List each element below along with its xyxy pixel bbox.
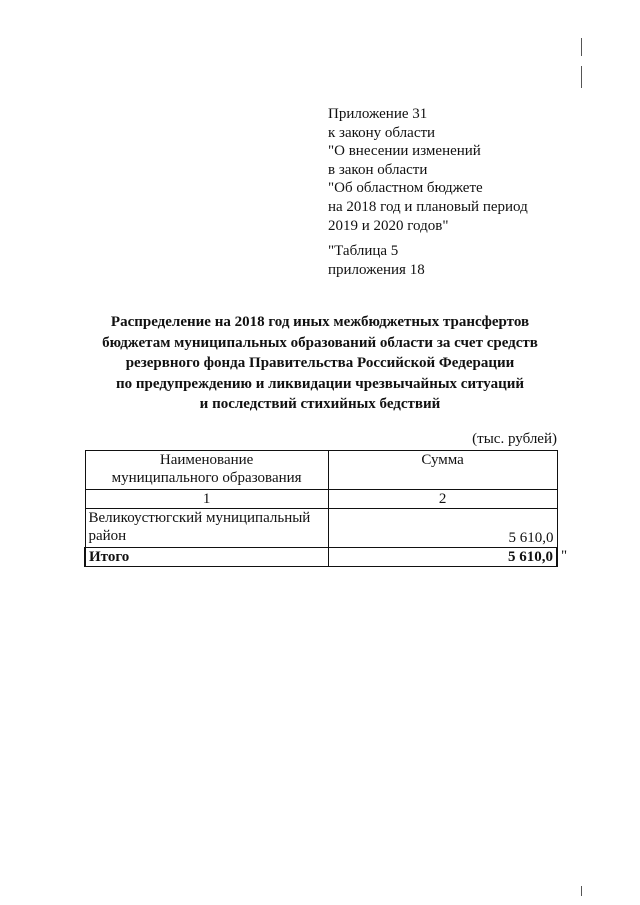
appendix-line: Приложение 31 bbox=[328, 106, 428, 122]
table-row bbox=[85, 509, 557, 548]
appendix-block bbox=[328, 105, 528, 279]
title-line: резервного фонда Правительства Российской Федерации bbox=[125, 355, 515, 372]
distribution-table bbox=[84, 450, 558, 567]
scan-margin-mark bbox=[581, 886, 582, 896]
column-number-row bbox=[85, 490, 557, 509]
column-number-cell: 1 bbox=[85, 490, 328, 509]
municipality-sum-cell: 5 610,0 bbox=[328, 509, 557, 548]
appendix-line: на 2018 год и плановый период bbox=[328, 198, 528, 215]
title-line: и последствий стихийных бедствий bbox=[199, 396, 441, 413]
total-sum-cell: 5 610,0 bbox=[328, 548, 557, 567]
table-header-row bbox=[85, 451, 557, 490]
column-number-cell: 2 bbox=[328, 490, 557, 509]
appendix-line: к закону области bbox=[328, 124, 436, 141]
header-name-cell bbox=[85, 451, 328, 490]
municipality-name-line: район bbox=[88, 528, 127, 544]
total-row bbox=[85, 548, 557, 567]
municipality-name-cell bbox=[85, 509, 328, 548]
appendix-line: в закон области bbox=[328, 161, 428, 178]
header-name-line: Наименование bbox=[159, 452, 254, 468]
scan-margin-mark bbox=[581, 66, 582, 88]
closing-quote: " bbox=[561, 548, 568, 564]
table-ref-line: приложения 18 bbox=[328, 261, 425, 278]
municipality-name-line: Великоустюгский муниципальный bbox=[88, 510, 311, 526]
document-title bbox=[60, 312, 580, 415]
title-line: Распределение на 2018 год иных межбюджетных трансфертов bbox=[110, 314, 530, 330]
appendix-line: 2019 и 2020 годов" bbox=[328, 217, 449, 234]
header-sum-cell: Сумма bbox=[328, 451, 557, 490]
title-line: бюджетам муниципальных образований области за счет средств bbox=[102, 334, 538, 351]
appendix-line: "О внесении изменений bbox=[328, 143, 481, 160]
table-ref-line: "Таблица 5 bbox=[328, 243, 399, 260]
title-line: по предупреждению и ликвидации чрезвычайных ситуаций bbox=[116, 375, 524, 392]
scan-margin-mark bbox=[581, 38, 582, 56]
header-name-line: муниципального образования bbox=[111, 470, 302, 486]
units-label: (тыс. рублей) bbox=[472, 431, 557, 447]
appendix-line: "Об областном бюджете bbox=[328, 180, 483, 197]
total-label-cell: Итого bbox=[85, 548, 328, 567]
